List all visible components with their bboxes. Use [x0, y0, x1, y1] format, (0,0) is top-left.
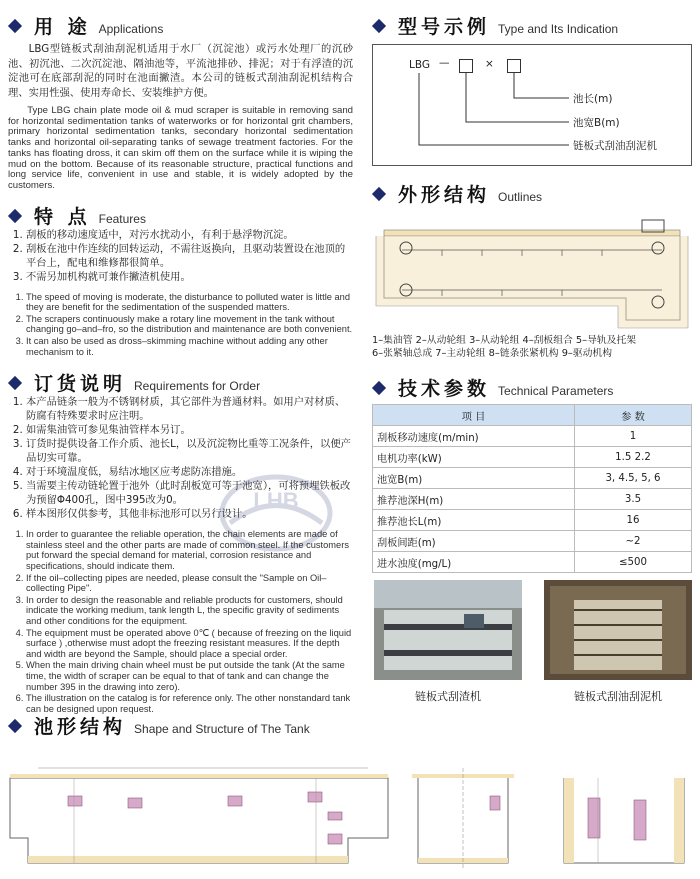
type-indication-diagram [372, 44, 692, 166]
outlines-heading [372, 180, 692, 206]
company-watermark-logo [216, 468, 336, 558]
features-title-zh: 特 点 [34, 205, 91, 228]
outline-drawing-svg [372, 210, 692, 330]
list-item: 3. 不需另加机构就可兼作撇渣机使用。 [26, 270, 353, 284]
photo-oil-mud-scraper [544, 580, 692, 680]
list-item: 3. It can also be used as dross–skimming machine without adding any other mechanism to it. [26, 336, 353, 357]
column-header: 参 数 [575, 405, 692, 426]
diamond-bullet-icon [372, 187, 386, 201]
order-title-zh: 订货说明 [34, 373, 127, 396]
left-column [8, 12, 353, 715]
param-name: 推荐池长L(m) [373, 510, 575, 531]
outlines-title-en: Outlines [498, 190, 543, 204]
order-title-en: Requirements for Order [134, 379, 261, 394]
param-value: 1.5 2.2 [575, 447, 692, 468]
list-item: 2. 如需集油管可参见集油管样本另订。 [26, 423, 353, 437]
applications-text-zh: LBG型链板式刮油刮泥机适用于水厂（沉淀池）或污水处理厂的沉砂池、初沉池、二次沉淀池、隔油池等，平流池排砂、排泥；对于有浮渣的沉淀池可在底部刮泥的同时在池面撇渣。本公司的链板式刮油刮泥机结构合理、实用性强、使用寿命长、安装维护方便。 [8, 43, 353, 99]
table-row [373, 468, 692, 489]
legend-line: 1–集油管 2–从动轮组 3–从动轮组 4–刮板组合 5–导轨及托架 [372, 335, 637, 346]
list-item: 5. 当需要主传动链轮置于池外（此时刮板宽可等于池宽），可将预埋铁板改为预留Φ400孔，图中395改为0。 [26, 479, 353, 507]
photo-caption: 链板式刮油刮泥机 [574, 690, 662, 703]
type-code: LBG [409, 59, 431, 71]
list-item: 6. 样本图形仅供参考，其他非标池形可以另行设计。 [26, 507, 353, 521]
param-value: 3, 4.5, 5, 6 [575, 468, 692, 489]
label-tank-width: 池宽B(m) [573, 117, 620, 129]
type-heading [372, 12, 692, 38]
tech-title-en: Technical Parameters [498, 384, 614, 398]
list-item: 4. The equipment must be operated above 0℃ ( because of freezing on the liquid surface ) ,otherwise must adopt the freezing resistant measures. If the depth and width are beyond the Sample, should place a special order. [26, 628, 353, 660]
label-machine-name: 链板式刮油刮泥机 [573, 140, 657, 152]
tech-heading [372, 374, 692, 400]
param-value: 1 [575, 426, 692, 447]
param-name: 推荐池深H(m) [373, 489, 575, 510]
list-item: 2. 刮板在池中作连续的回转运动，不需往返换向，且驱动装置设在池顶的平台上，配电和维修都很简单。 [26, 242, 353, 270]
applications-text-en: Type LBG chain plate mode oil & mud scraper is suitable in removing sand for horizontal sedimentation tanks of waterworks or for horizontal grit chambers, primary horizontal sedimentation tanks, secondary horizontal sedimentation tanks and horizontal oil-separating tanks of sewage treatment factories. For the tanks has floating dross, it can skim off them on the surface while it is wiping the mud on the bottom. Because of its reasonable structure, practical functions and long service life, convenient in use and stable, it is widely adopted by the customers. [8, 105, 353, 191]
param-name: 进水浊度(mg/L) [373, 552, 575, 573]
order-heading [8, 369, 353, 395]
diamond-bullet-icon [8, 19, 22, 33]
type-dash: — [439, 57, 450, 69]
table-row [373, 447, 692, 468]
outlines-title-zh: 外形结构 [398, 184, 491, 206]
features-list-zh [8, 228, 353, 284]
diamond-bullet-icon [8, 719, 22, 733]
diamond-bullet-icon [8, 376, 22, 390]
shape-heading [8, 712, 692, 738]
photo-dross-scraper [374, 580, 522, 680]
column-header: 项 目 [373, 405, 575, 426]
list-item: 4. 对于环境温度低，易结冰地区应考虑防冻措施。 [26, 465, 353, 479]
label-tank-length: 池长(m) [573, 93, 613, 105]
list-item: 1. 刮板的移动速度适中，对污水扰动小，有利于悬浮物沉淀。 [26, 228, 353, 242]
param-value: 3.5 [575, 489, 692, 510]
features-list-en [8, 292, 353, 358]
tank-shape-section [8, 712, 692, 876]
outline-drawing [372, 210, 692, 330]
param-name: 刮板间距(m) [373, 531, 575, 552]
legend-line: 6–张紧轴总成 7–主动轮组 8–链条张紧机构 9–驱动机构 [372, 348, 613, 359]
shape-title-zh: 池形结构 [34, 716, 127, 738]
table-row [373, 531, 692, 552]
param-value: ~2 [575, 531, 692, 552]
param-name: 电机功率(kW) [373, 447, 575, 468]
table-row [373, 489, 692, 510]
diamond-bullet-icon [8, 209, 22, 223]
list-item: 1. 本产品链条一般为不锈钢材质，其它部件为普通材料。如用户对材质、防腐有特殊要求时应注明。 [26, 395, 353, 423]
tech-params-table [372, 404, 692, 573]
table-row [373, 426, 692, 447]
type-times: × [485, 58, 494, 70]
diamond-bullet-icon [372, 381, 386, 395]
photo-caption: 链板式刮渣机 [415, 690, 481, 703]
list-item: 3. 订货时提供设备工作介质、池长L，以及沉淀物比重等工况条件，以便产品切实可靠。 [26, 437, 353, 465]
param-value: 16 [575, 510, 692, 531]
table-row [373, 510, 692, 531]
features-title-en: Features [98, 211, 146, 226]
list-item: 3. In order to design the reasonable and reliable products for customers, should indicate the working medium, tank length L, the specific gravity of sediments and other conditions for the equipment. [26, 595, 353, 627]
tech-title-zh: 技术参数 [398, 378, 491, 400]
list-item: 2. The scrapers continuously make a rotary line movement in the tank without changing go–and–fro, so the distribution and maintenance are both convenient. [26, 314, 353, 335]
type-title-en: Type and Its Indication [498, 22, 619, 36]
list-item: 5. When the main driving chain wheel must be put outside the tank (At the same time, the width of scraper can be equal to that of tank and can change the number 395 in the drawing into zero). [26, 660, 353, 692]
right-column [372, 12, 692, 573]
list-item: 1. The speed of moving is moderate, the disturbance to polluted water is little and they are benefit for the sedimentation of the suspended matters. [26, 292, 353, 313]
list-item: 6. The illustration on the catalog is for reference only. The other nonstandard tank can be designed upon request. [26, 693, 353, 714]
outline-legend [372, 334, 692, 360]
shape-title-en: Shape and Structure of The Tank [134, 722, 310, 736]
tank-structure-drawing [8, 738, 692, 872]
param-name: 池宽B(m) [373, 468, 575, 489]
table-header-row [373, 405, 692, 426]
features-heading [8, 202, 353, 228]
list-item: 2. If the oil–collecting pipes are needed, please consult the "Sample on Oil–collecting Pipe". [26, 573, 353, 594]
table-row [373, 552, 692, 573]
type-title-zh: 型号示例 [398, 16, 491, 38]
param-value: ≤500 [575, 552, 692, 573]
applications-title-en: Applications [98, 22, 164, 36]
applications-heading [8, 12, 353, 38]
applications-title-zh: 用 途 [34, 16, 91, 38]
watermark-text: LHB [253, 488, 299, 513]
diamond-bullet-icon [372, 19, 386, 33]
list-item: 1. In order to guarantee the reliable operation, the chain elements are made of stainless steel and the other parts are made of common steel. If the customers put forward the special demand for material, corrosion resistance and specifications, should indicate them. [26, 529, 353, 571]
param-name: 刮板移动速度(m/min) [373, 426, 575, 447]
